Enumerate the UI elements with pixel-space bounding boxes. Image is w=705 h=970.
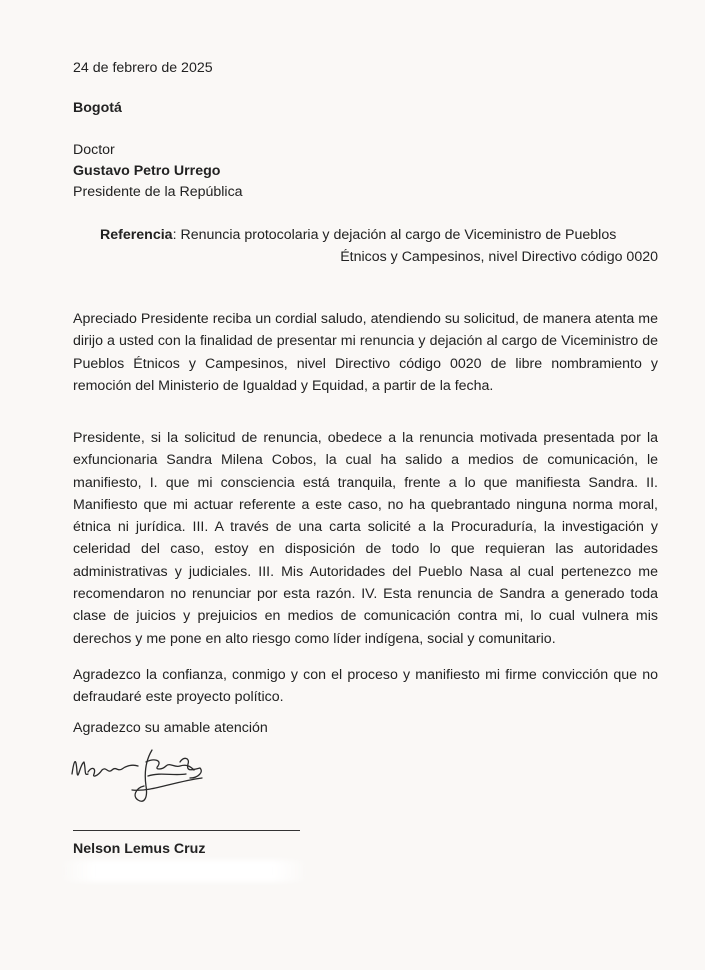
reference-line-2: Étnicos y Campesinos, nivel Directivo código 0020 (340, 249, 658, 265)
redacted-area (58, 860, 310, 882)
closing-text: Agradezco su amable atención (73, 720, 268, 736)
letter-date: 24 de febrero de 2025 (73, 60, 213, 76)
recipient-name: Gustavo Petro Urrego (73, 163, 221, 179)
signer-name: Nelson Lemus Cruz (73, 841, 206, 857)
body-paragraph-1: Apreciado Presidente reciba un cordial saludo, atendiendo su solicitud, de manera atenta me dirijo a usted con la finalidad de presentar mi renuncia y dejación al cargo de Viceministro de Pueblos Étnicos y Campesinos, nivel Directivo código 0020 de libre nombramiento y remoción del Ministerio de Igualdad y Equidad, a partir de la fecha. (73, 311, 658, 394)
recipient-title: Doctor (73, 142, 115, 158)
recipient-position: Presidente de la República (73, 184, 243, 200)
signature-line (73, 830, 300, 831)
letter-city: Bogotá (73, 100, 122, 116)
handwritten-signature (62, 742, 222, 812)
reference-line-1: : Renuncia protocolaria y dejación al cargo de Viceministro de Pueblos (172, 227, 617, 243)
body-paragraph-3: Agradezco la confianza, conmigo y con el proceso y manifiesto mi firme convicción que no defraudaré este proyecto político. (73, 667, 658, 706)
reference-label: Referencia (100, 227, 173, 243)
reference-block (100, 224, 658, 268)
body-paragraph-2: Presidente, si la solicitud de renuncia, obedece a la renuncia motivada presentada por la exfuncionaria Sandra Milena Cobos, la cual ha salido a medios de comunicación, le manifiesto, I. que mi consciencia está tranquila, frente a lo que manifiesta Sandra. II. Manifiesto que mi actuar referente a este caso, no ha quebrantado ninguna norma moral, étnica ni jurídica. III. A través de una carta solicité a la Procuraduría, la investigación y celeridad del caso, estoy en disposición de todo lo que requieran las autoridades administrativas y judiciales. III. Mis Autoridades del Pueblo Nasa al cual pertenezco me recomendaron no renunciar por esta razón. IV. Esta renuncia de Sandra a generado toda clase de juicios y prejuicios en medios de comunicación contra mi, lo cual vulnera mis derechos y me pone en alto riesgo como líder indígena, social y comunitario. (73, 430, 658, 647)
